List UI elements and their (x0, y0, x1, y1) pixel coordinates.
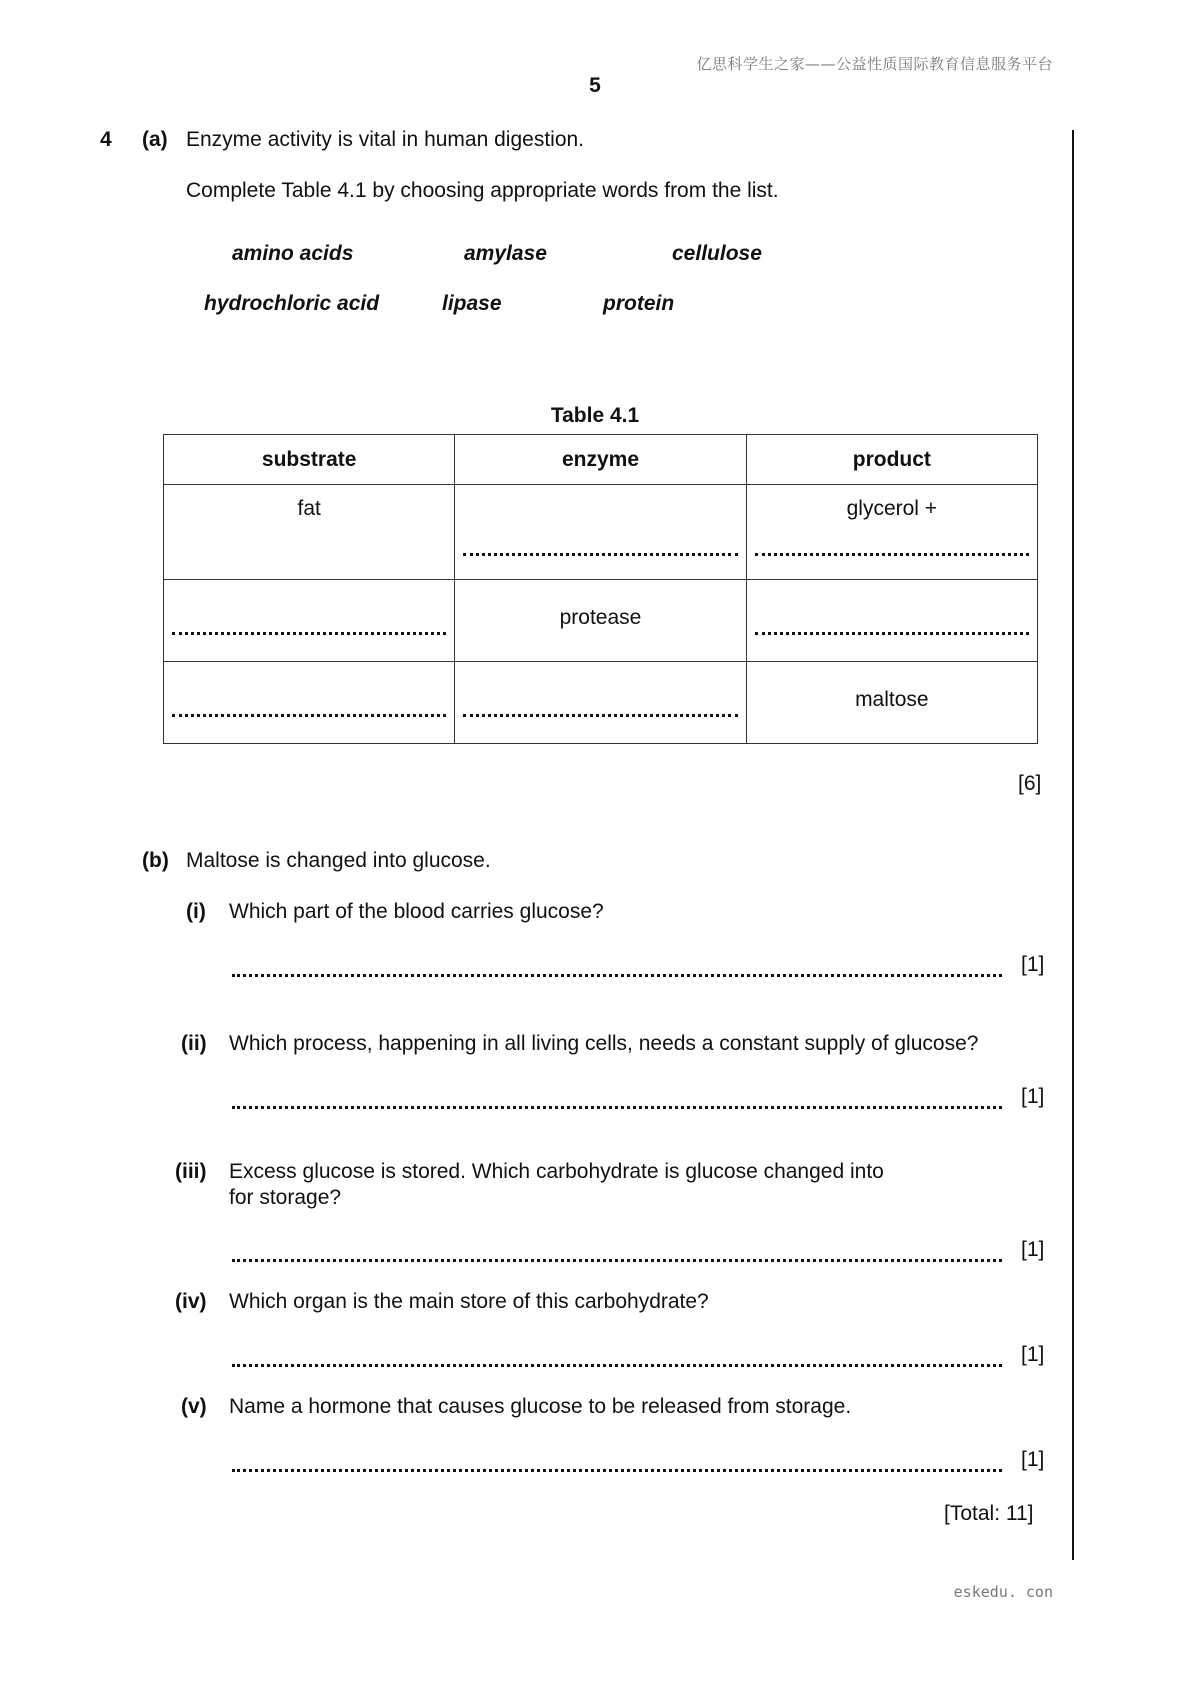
cell-text: protease (559, 606, 642, 629)
answer-line[interactable] (232, 1259, 1002, 1262)
cell-text: maltose (855, 688, 929, 711)
answer-line[interactable] (232, 1106, 1002, 1109)
subpart-text: Which organ is the main store of this carbohydrate? (229, 1290, 709, 1313)
table-row (164, 580, 1038, 662)
table-caption: Table 4.1 (550, 404, 640, 427)
table-row (164, 485, 1038, 580)
margin-line (1072, 130, 1074, 1560)
subpart-mark: [1] (1021, 1238, 1045, 1261)
subpart-text-line2: for storage? (229, 1186, 342, 1209)
subpart-text: Which process, happening in all living cells, needs a constant supply of glucose? (229, 1032, 979, 1055)
page-number: 5 (589, 74, 601, 97)
subpart-label: (iii) (175, 1160, 207, 1183)
question-number: 4 (100, 128, 112, 151)
subpart-label: (ii) (181, 1032, 207, 1055)
word-list-item: amylase (464, 242, 547, 265)
enzyme-table (163, 434, 1038, 744)
table-cell (455, 580, 746, 662)
answer-line[interactable] (463, 553, 737, 556)
part-a-text: Enzyme activity is vital in human digestion. (186, 128, 585, 151)
answer-line[interactable] (232, 1364, 1002, 1367)
answer-line[interactable] (172, 714, 446, 717)
subpart-text: Which part of the blood carries glucose? (229, 900, 604, 923)
table-cell (164, 580, 455, 662)
answer-line[interactable] (755, 632, 1029, 635)
header-watermark: 亿思科学生之家——公益性质国际教育信息服务平台 (696, 55, 1053, 73)
answer-line[interactable] (463, 714, 737, 717)
part-b-label: (b) (142, 849, 169, 872)
subpart-mark: [1] (1021, 1343, 1045, 1366)
answer-line[interactable] (755, 553, 1029, 556)
answer-line[interactable] (232, 974, 1002, 977)
cell-text: glycerol + (846, 497, 938, 520)
table-cell (164, 662, 455, 744)
word-list-item: lipase (442, 292, 502, 315)
part-a-instruction: Complete Table 4.1 by choosing appropriate words from the list. (186, 179, 779, 202)
total-mark: [Total: 11] (944, 1502, 1034, 1525)
subpart-label: (v) (181, 1395, 207, 1418)
subpart-text-line1: Excess glucose is stored. Which carbohydrate is glucose changed into (229, 1160, 884, 1183)
word-list-item: hydrochloric acid (204, 292, 380, 315)
table-header: enzyme (455, 435, 746, 485)
part-b-text: Maltose is changed into glucose. (186, 849, 491, 872)
table-row (164, 662, 1038, 744)
answer-line[interactable] (172, 632, 446, 635)
cell-text: fat (297, 497, 321, 520)
table-cell (746, 662, 1037, 744)
table-header-row (164, 435, 1038, 485)
table-header: substrate (164, 435, 455, 485)
table-cell (164, 485, 455, 580)
table-cell (455, 662, 746, 744)
table-cell (455, 485, 746, 580)
table-header: product (746, 435, 1037, 485)
part-a-mark: [6] (1018, 772, 1042, 795)
subpart-mark: [1] (1021, 953, 1045, 976)
word-list-item: amino acids (232, 242, 354, 265)
subpart-text: Name a hormone that causes glucose to be released from storage. (229, 1395, 852, 1418)
word-list-item: cellulose (672, 242, 762, 265)
subpart-mark: [1] (1021, 1448, 1045, 1471)
table-cell (746, 580, 1037, 662)
part-a-label: (a) (142, 128, 168, 151)
subpart-label: (i) (186, 900, 206, 923)
subpart-mark: [1] (1021, 1085, 1045, 1108)
word-list-item: protein (603, 292, 675, 315)
footer-watermark: eskedu. con (953, 1583, 1053, 1601)
subpart-label: (iv) (175, 1290, 207, 1313)
answer-line[interactable] (232, 1469, 1002, 1472)
table-cell (746, 485, 1037, 580)
